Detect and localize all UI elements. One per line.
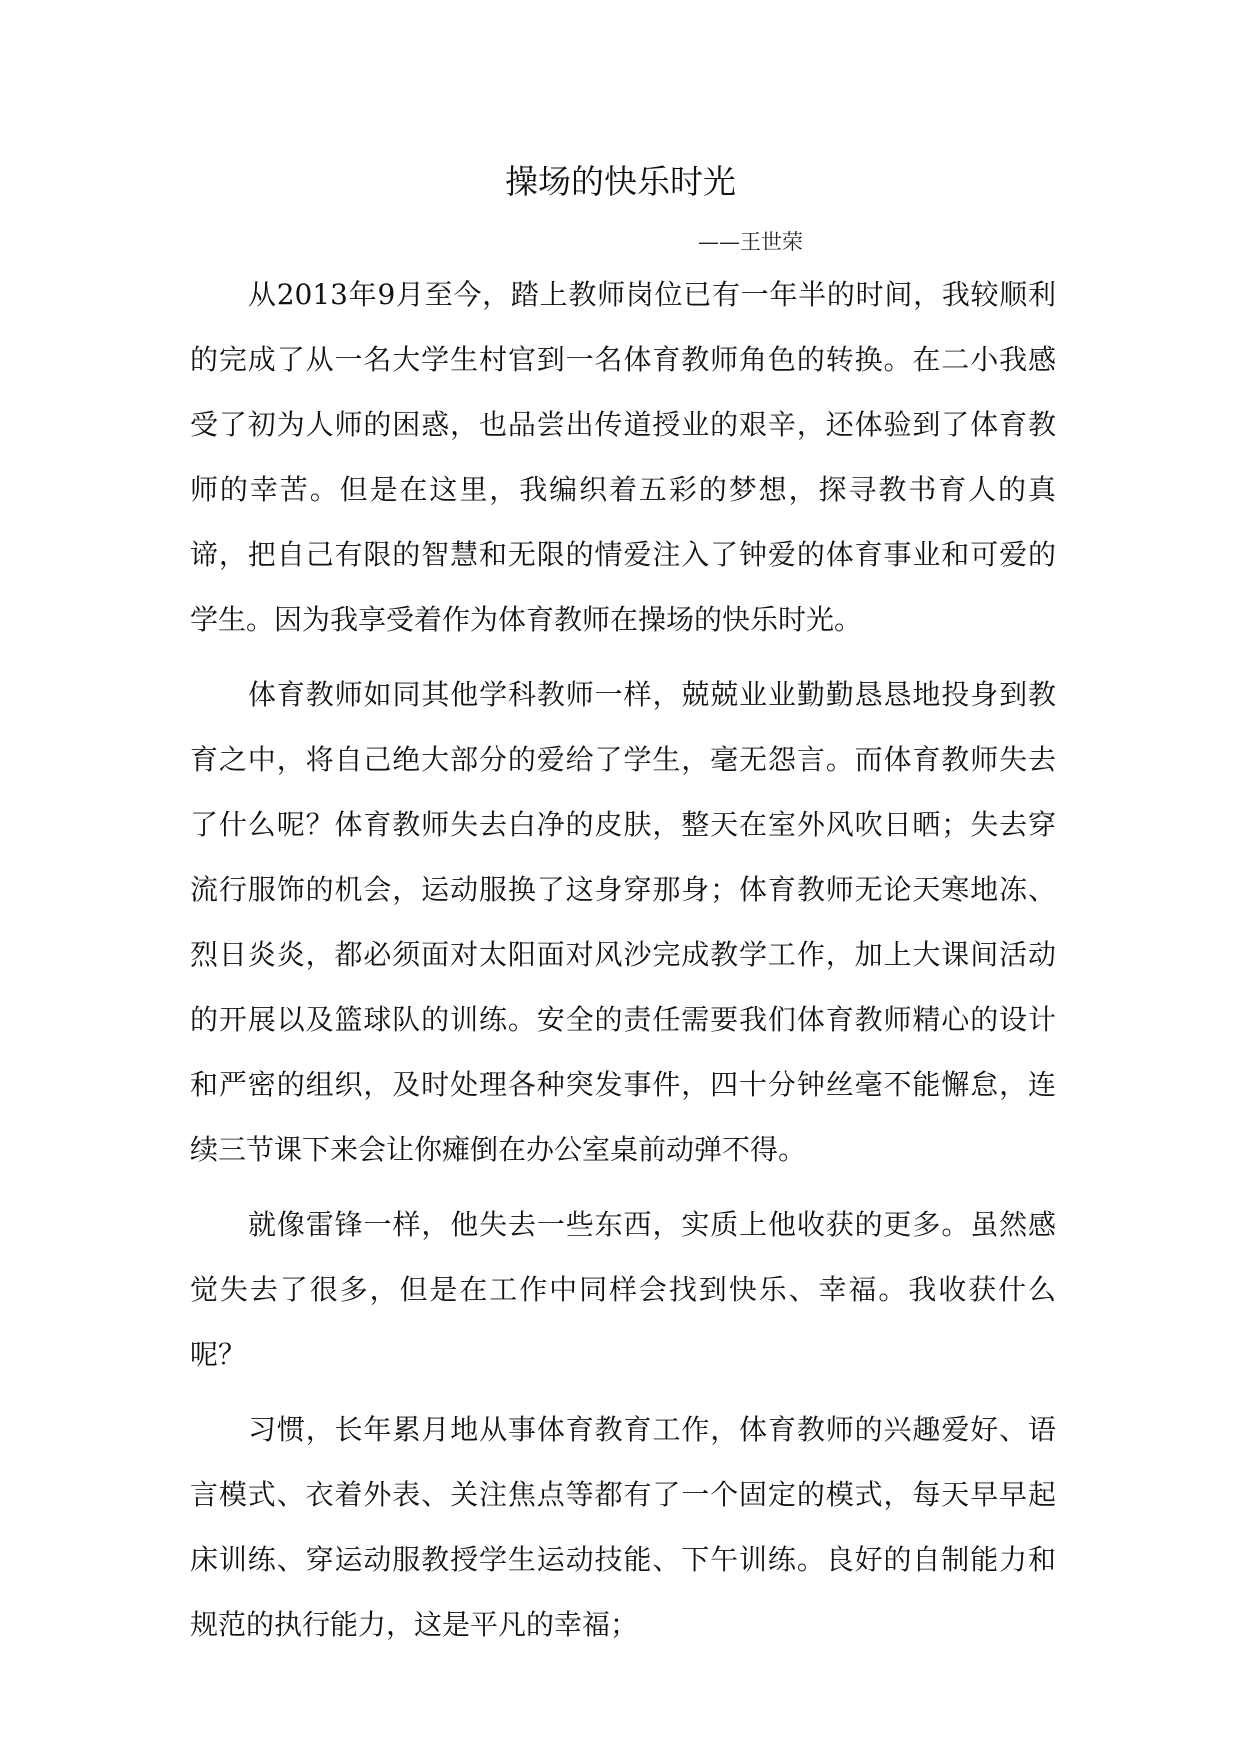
paragraph: 就像雷锋一样，他失去一些东西，实质上他收获的更多。虽然感觉失去了很多，但是在工作中同样会找到快乐、幸福。我收获什么呢？ — [190, 1208, 1056, 1371]
paragraph: 体育教师如同其他学科教师一样，兢兢业业勤勤恳恳地投身到教育之中，将自己绝大部分的爱给了学生，毫无怨言。而体育教师失去了什么呢？体育教师失去白净的皮肤，整天在室外风吹日晒；失去穿流行服饰的机会，运动服换了这身穿那身；体育教师无论天寒地冻、烈日炎炎，都必须面对太阳面对风沙完成教学工作，加上大课间活动的开展以及篮球队的训练。安全的责任需要我们体育教师精心的设计和严密的组织，及时处理各种突发事件，四十分钟丝毫不能懈怠，连续三节课下来会让你瘫倒在办公室桌前动弹不得。 — [190, 678, 1056, 1166]
paragraph: 从2013年9月至今，踏上教师岗位已有一年半的时间，我较顺利的完成了从一名大学生村官到一名体育教师角色的转换。在二小我感受了初为人师的困惑，也品尝出传道授业的艰辛，还体验到了体育教师的幸苦。但是在这里，我编织着五彩的梦想，探寻教书育人的真谛，把自己有限的智慧和无限的情爱注入了钟爱的体育事业和可爱的学生。因为我享受着作为体育教师在操场的快乐时光。 — [190, 278, 1056, 636]
paragraph: 习惯，长年累月地从事体育教育工作，体育教师的兴趣爱好、语言模式、衣着外表、关注焦点等都有了一个固定的模式，每天早早起床训练、穿运动服教授学生运动技能、下午训练。良好的自制能力和规范的执行能力，这是平凡的幸福； — [190, 1413, 1056, 1641]
document-body — [190, 262, 1056, 1667]
document-title: 操场的快乐时光 — [505, 162, 736, 201]
document-author: ——王世荣 — [698, 230, 803, 254]
